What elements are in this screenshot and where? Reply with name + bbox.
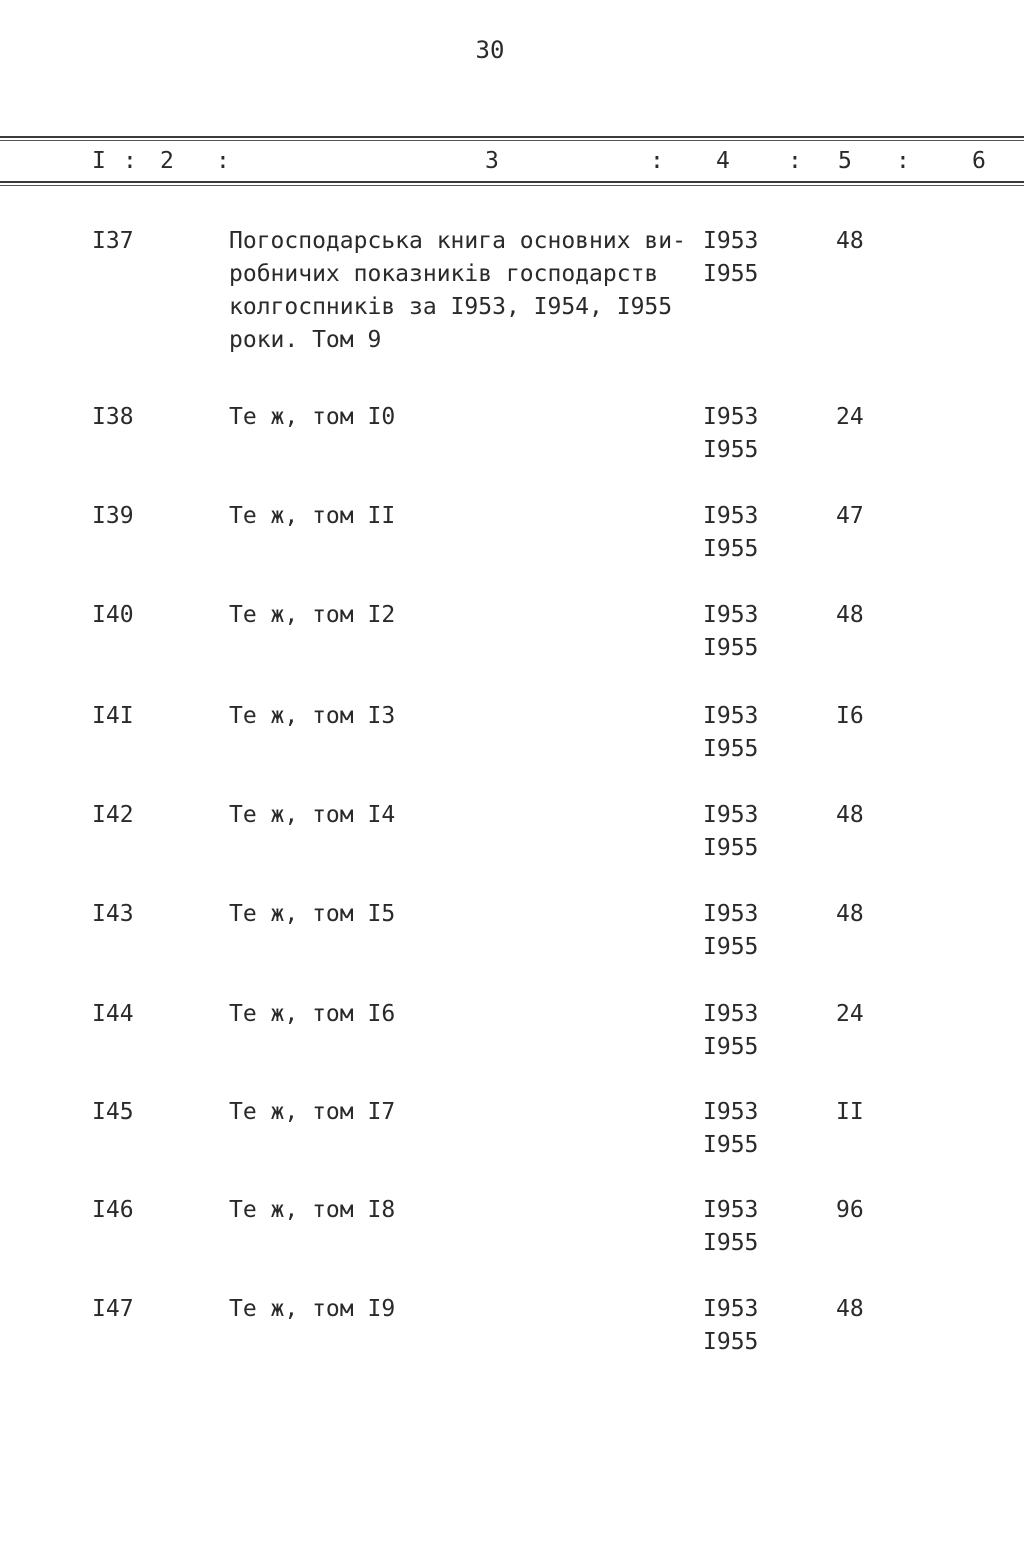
column-header-1: I [92,148,106,174]
column-header-5: 5 [838,148,852,174]
row-sheet-count: 48 [836,602,864,628]
row-title: Те ж, том II [229,503,396,529]
row-date-start: I953 [703,901,759,927]
row-sheet-count: 24 [836,404,864,430]
row-date-start: I953 [703,503,759,529]
row-sheet-count: 24 [836,1001,864,1027]
row-date-start: I953 [703,1001,759,1027]
row-date-start: I953 [703,1197,759,1223]
row-sheet-count: 48 [836,1296,864,1322]
row-number: I37 [92,228,134,254]
row-title: Погосподарська книга основних ви- робничих показників господарств колгоспників за I953, I954, I955 роки. Том 9 [229,228,686,353]
column-header-2: 2 [160,148,174,174]
row-date-end: I955 [703,635,759,661]
row-sheet-count: I6 [836,703,864,729]
row-sheet-count: 48 [836,228,864,254]
row-date-end: I955 [703,437,759,463]
row-date-end: I955 [703,736,759,762]
row-date-end: I955 [703,261,759,287]
row-date-end: I955 [703,1230,759,1256]
row-date-start: I953 [703,228,759,254]
row-number: I45 [92,1099,134,1125]
row-number: I38 [92,404,134,430]
row-sheet-count: 48 [836,802,864,828]
row-title: Те ж, том I8 [229,1197,396,1223]
column-separator: : [123,148,137,174]
row-title: Те ж, том I9 [229,1296,396,1322]
row-date-end: I955 [703,1034,759,1060]
row-number: I43 [92,901,134,927]
row-sheet-count: 48 [836,901,864,927]
row-date-end: I955 [703,1329,759,1355]
column-separator: : [896,148,910,174]
row-sheet-count: 96 [836,1197,864,1223]
row-number: I39 [92,503,134,529]
row-date-end: I955 [703,1132,759,1158]
row-date-start: I953 [703,602,759,628]
row-date-start: I953 [703,802,759,828]
row-title: Те ж, том I5 [229,901,396,927]
row-title: Те ж, том I0 [229,404,396,430]
row-number: I46 [92,1197,134,1223]
header-top-rule-inner [0,140,1024,141]
column-header-3: 3 [485,148,499,174]
row-title: Те ж, том I2 [229,602,396,628]
row-title: Те ж, том I4 [229,802,396,828]
row-date-start: I953 [703,703,759,729]
row-date-end: I955 [703,835,759,861]
row-title: Те ж, том I6 [229,1001,396,1027]
row-number: I47 [92,1296,134,1322]
row-number: I42 [92,802,134,828]
row-date-start: I953 [703,1296,759,1322]
header-top-rule [0,136,1024,138]
row-number: I4I [92,703,134,729]
row-sheet-count: 47 [836,503,864,529]
column-separator: : [788,148,802,174]
row-title: Те ж, том I3 [229,703,396,729]
row-date-start: I953 [703,404,759,430]
row-title: Те ж, том I7 [229,1099,396,1125]
row-date-end: I955 [703,536,759,562]
header-bottom-rule-inner [0,185,1024,186]
page-number: 30 [475,36,505,64]
row-sheet-count: II [836,1099,864,1125]
column-header-6: 6 [972,148,986,174]
row-number: I40 [92,602,134,628]
row-date-start: I953 [703,1099,759,1125]
column-separator: : [216,148,230,174]
header-bottom-rule [0,181,1024,183]
row-date-end: I955 [703,934,759,960]
column-separator: : [650,148,664,174]
row-number: I44 [92,1001,134,1027]
column-header-4: 4 [716,148,730,174]
